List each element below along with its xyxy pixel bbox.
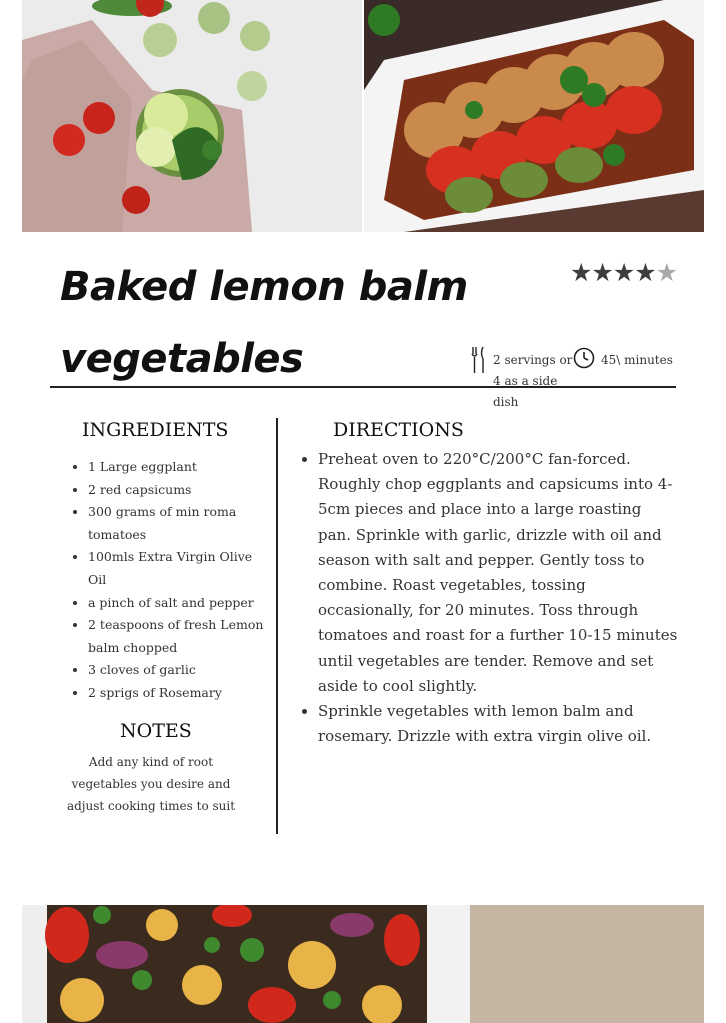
servings-info: 2 servings or 4 as a side dish — [493, 353, 573, 409]
ingredient-item: • 3 cloves of garlic — [88, 659, 272, 682]
cook-time: 45\ minutes — [601, 353, 673, 367]
notes-text: Add any kind of root vegetables you desire and adjust cooking times to suit — [66, 755, 236, 813]
photo-ratatouille-dish — [364, 0, 704, 232]
ingredient-item: • 2 red capsicums — [88, 479, 272, 502]
directions-list — [298, 447, 678, 749]
fork-knife-icon — [471, 346, 487, 378]
star-icon: ★★★★ — [570, 258, 656, 287]
recipe-title-line2: vegetables — [60, 336, 304, 382]
ingredients-list — [68, 456, 272, 705]
ingredient-item: • 100mls Extra Virgin Olive Oil — [88, 546, 272, 591]
ingredients-heading: INGREDIENTS — [82, 419, 229, 441]
ingredient-item: • a pinch of salt and pepper — [88, 592, 272, 615]
direction-step: • Preheat oven to 220°C/200°C fan-forced. Roughly chop eggplants and capsicums into 4-5cm pieces and place into a large roasting pan. Sprinkle with garlic, drizzle with oil and season with salt and pepper. Gently toss to combine. Roast vegetables, tossing occasionally, for 20 minutes. Toss through tomatoes and roast for a further 10-15 minutes until vegetables are tender. Remove and set aside to cool slightly. — [318, 447, 678, 699]
ingredient-item: • 300 grams of min roma tomatoes — [88, 501, 272, 546]
ingredient-item: • 2 sprigs of Rosemary — [88, 682, 272, 705]
photo-stone-surface — [470, 905, 704, 1023]
photo-lime-tomatoes — [22, 0, 362, 232]
star-rating — [570, 258, 677, 287]
ingredient-item: • 1 Large eggplant — [88, 456, 272, 479]
notes-heading: NOTES — [120, 720, 192, 742]
ingredient-item: • 2 teaspoons of fresh Lemon balm chopped — [88, 614, 272, 659]
direction-step: • Sprinkle vegetables with lemon balm and rosemary. Drizzle with extra virgin olive oil. — [318, 699, 678, 749]
star-icon: ★ — [655, 258, 678, 287]
title-underline — [50, 386, 676, 388]
clock-icon — [573, 347, 595, 373]
recipe-title-line1: Baked lemon balm — [60, 264, 468, 310]
directions-heading: DIRECTIONS — [333, 419, 464, 441]
column-divider — [276, 418, 278, 834]
photo-roasted-vegetables — [22, 905, 470, 1023]
